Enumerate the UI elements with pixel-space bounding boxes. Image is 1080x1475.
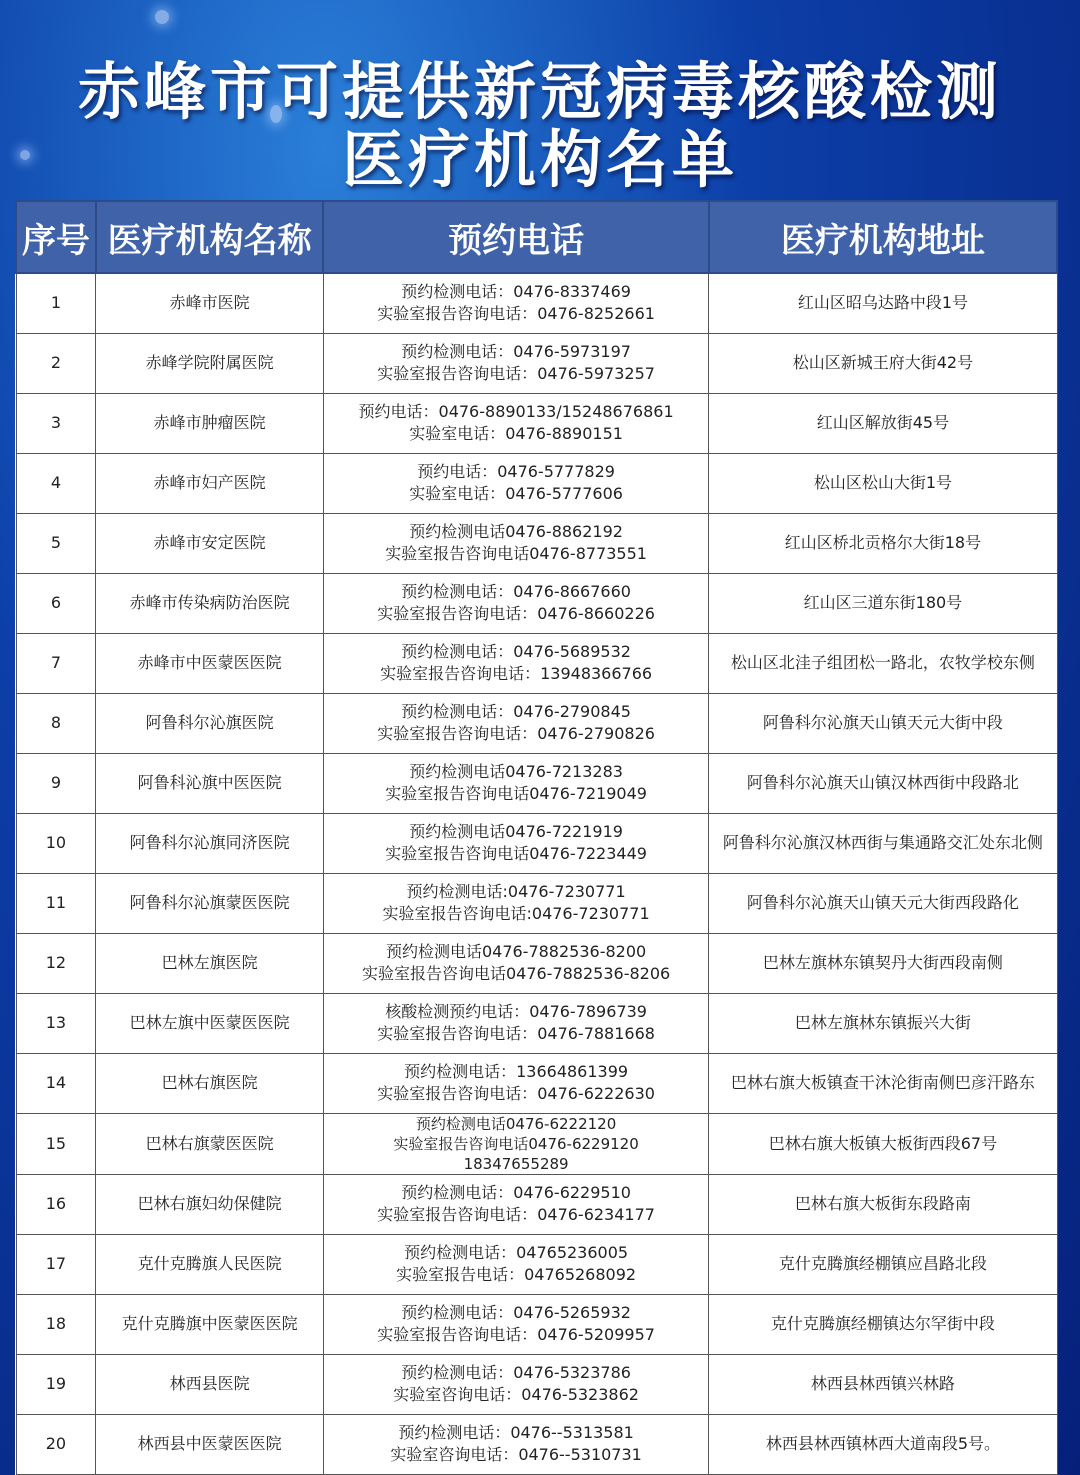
phone-cell bbox=[323, 753, 708, 813]
institution-name: 赤峰市肿瘤医院 bbox=[96, 393, 323, 453]
institution-name: 克什克腾旗中医蒙医医院 bbox=[96, 1294, 323, 1354]
institution-name: 赤峰学院附属医院 bbox=[96, 333, 323, 393]
phone-line: 预约检测电话0476-6222120 bbox=[415, 1114, 617, 1133]
institution-name: 巴林右旗医院 bbox=[96, 1053, 323, 1113]
row-number: 13 bbox=[16, 993, 96, 1053]
table-row bbox=[16, 933, 1057, 993]
institution-name: 巴林右旗妇幼保健院 bbox=[96, 1174, 323, 1234]
phone-line: 实验室电话：0476-8890151 bbox=[409, 424, 623, 443]
row-number: 12 bbox=[16, 933, 96, 993]
phone-line: 预约检测电话:0476-7230771 bbox=[406, 882, 626, 901]
institution-address: 林西县林西镇林西大道南段5号。 bbox=[709, 1414, 1057, 1474]
phone-cell bbox=[323, 873, 708, 933]
header-no: 序号 bbox=[16, 201, 96, 273]
table-row bbox=[16, 513, 1057, 573]
institution-address: 阿鲁科尔沁旗天山镇汉林西街中段路北 bbox=[709, 753, 1057, 813]
table-header-row bbox=[16, 201, 1057, 273]
table-row bbox=[16, 753, 1057, 813]
phone-line: 实验室报告咨询电话0476-6229120 bbox=[393, 1134, 639, 1153]
phone-cell bbox=[323, 933, 708, 993]
row-number: 7 bbox=[16, 633, 96, 693]
phone-cell bbox=[323, 573, 708, 633]
phone-line: 18347655289 bbox=[463, 1154, 569, 1173]
institution-address: 红山区昭乌达路中段1号 bbox=[709, 273, 1057, 333]
table-row bbox=[16, 1053, 1057, 1113]
phone-line: 预约检测电话：0476-2790845 bbox=[401, 702, 631, 721]
phone-cell bbox=[323, 393, 708, 453]
phone-line: 实验室报告咨询电话：0476-6222630 bbox=[377, 1084, 655, 1103]
star-decoration bbox=[155, 10, 169, 24]
row-number: 16 bbox=[16, 1174, 96, 1234]
phone-line: 实验室电话：0476-5777606 bbox=[409, 484, 623, 503]
header-address: 医疗机构地址 bbox=[709, 201, 1057, 273]
table-row bbox=[16, 813, 1057, 873]
phone-cell bbox=[323, 1294, 708, 1354]
institution-name: 赤峰市中医蒙医医院 bbox=[96, 633, 323, 693]
phone-line: 预约电话：0476-5777829 bbox=[417, 462, 615, 481]
row-number: 17 bbox=[16, 1234, 96, 1294]
institution-address: 巴林左旗林东镇契丹大街西段南侧 bbox=[709, 933, 1057, 993]
institution-name: 赤峰市医院 bbox=[96, 273, 323, 333]
phone-cell bbox=[323, 813, 708, 873]
phone-line: 实验室报告咨询电话0476-8773551 bbox=[385, 544, 647, 563]
row-number: 3 bbox=[16, 393, 96, 453]
institution-name: 赤峰市安定医院 bbox=[96, 513, 323, 573]
table-row bbox=[16, 453, 1057, 513]
institution-address: 松山区新城王府大街42号 bbox=[709, 333, 1057, 393]
phone-cell bbox=[323, 1113, 708, 1174]
table-row bbox=[16, 273, 1057, 333]
row-number: 14 bbox=[16, 1053, 96, 1113]
phone-line: 实验室咨询电话：0476--5310731 bbox=[390, 1445, 642, 1464]
institution-table bbox=[15, 200, 1058, 1475]
row-number: 19 bbox=[16, 1354, 96, 1414]
phone-line: 预约检测电话：13664861399 bbox=[404, 1062, 629, 1081]
institution-name: 阿鲁科尔沁旗医院 bbox=[96, 693, 323, 753]
phone-line: 实验室咨询电话：0476-5323862 bbox=[393, 1385, 639, 1404]
phone-line: 预约检测电话：0476--5313581 bbox=[398, 1423, 634, 1442]
table-row bbox=[16, 633, 1057, 693]
table-row bbox=[16, 873, 1057, 933]
institution-name: 阿鲁科尔沁旗同济医院 bbox=[96, 813, 323, 873]
table-row bbox=[16, 1174, 1057, 1234]
phone-cell bbox=[323, 1174, 708, 1234]
phone-line: 核酸检测预约电话：0476-7896739 bbox=[385, 1002, 647, 1021]
table-row bbox=[16, 393, 1057, 453]
phone-line: 实验室报告电话：04765268092 bbox=[396, 1265, 637, 1284]
institution-address: 松山区北洼子组团松一路北，农牧学校东侧 bbox=[709, 633, 1057, 693]
institution-address: 巴林右旗大板街东段路南 bbox=[709, 1174, 1057, 1234]
phone-line: 实验室报告咨询电话：0476-6234177 bbox=[377, 1205, 655, 1224]
row-number: 8 bbox=[16, 693, 96, 753]
institution-name: 巴林左旗中医蒙医医院 bbox=[96, 993, 323, 1053]
page-title-line2: 医疗机构名单 bbox=[341, 123, 738, 196]
row-number: 18 bbox=[16, 1294, 96, 1354]
phone-line: 预约电话：0476-8890133/15248676861 bbox=[358, 402, 674, 421]
phone-line: 预约检测电话0476-7213283 bbox=[409, 762, 623, 781]
institution-address: 克什克腾旗经棚镇达尔罕街中段 bbox=[709, 1294, 1057, 1354]
header-name: 医疗机构名称 bbox=[96, 201, 323, 273]
phone-cell bbox=[323, 633, 708, 693]
institution-address: 阿鲁科尔沁旗汉林西街与集通路交汇处东北侧 bbox=[709, 813, 1057, 873]
institution-name: 林西县医院 bbox=[96, 1354, 323, 1414]
phone-line: 预约检测电话：0476-5973197 bbox=[401, 342, 631, 361]
phone-cell bbox=[323, 993, 708, 1053]
institution-address: 松山区松山大街1号 bbox=[709, 453, 1057, 513]
institution-address: 红山区解放街45号 bbox=[709, 393, 1057, 453]
phone-cell bbox=[323, 513, 708, 573]
phone-line: 实验室报告咨询电话：0476-5209957 bbox=[377, 1325, 655, 1344]
row-number: 1 bbox=[16, 273, 96, 333]
phone-line: 实验室报告咨询电话：13948366766 bbox=[380, 664, 653, 683]
page-title-line1: 赤峰市可提供新冠病毒核酸检测 bbox=[77, 55, 1002, 128]
institution-name: 巴林右旗蒙医医院 bbox=[96, 1113, 323, 1174]
row-number: 2 bbox=[16, 333, 96, 393]
phone-line: 预约检测电话0476-7221919 bbox=[409, 822, 623, 841]
institution-name: 林西县中医蒙医医院 bbox=[96, 1414, 323, 1474]
institution-address: 巴林右旗大板镇大板街西段67号 bbox=[709, 1113, 1057, 1174]
institution-address: 阿鲁科尔沁旗天山镇天元大街西段路化 bbox=[709, 873, 1057, 933]
phone-cell bbox=[323, 333, 708, 393]
institution-name: 巴林左旗医院 bbox=[96, 933, 323, 993]
row-number: 15 bbox=[16, 1113, 96, 1174]
row-number: 5 bbox=[16, 513, 96, 573]
phone-cell bbox=[323, 1414, 708, 1474]
phone-line: 预约检测电话：0476-8667660 bbox=[401, 582, 631, 601]
institution-name: 赤峰市妇产医院 bbox=[96, 453, 323, 513]
phone-line: 实验室报告咨询电话：0476-8660226 bbox=[377, 604, 655, 623]
phone-cell bbox=[323, 1354, 708, 1414]
institution-address: 红山区桥北贡格尔大街18号 bbox=[709, 513, 1057, 573]
table-row bbox=[16, 1294, 1057, 1354]
row-number: 11 bbox=[16, 873, 96, 933]
header-phone: 预约电话 bbox=[323, 201, 708, 273]
phone-line: 预约检测电话0476-8862192 bbox=[409, 522, 623, 541]
row-number: 20 bbox=[16, 1414, 96, 1474]
phone-line: 预约检测电话：0476-5265932 bbox=[401, 1303, 631, 1322]
institution-name: 阿鲁科尔沁旗蒙医医院 bbox=[96, 873, 323, 933]
phone-line: 实验室报告咨询电话：0476-2790826 bbox=[377, 724, 655, 743]
row-number: 6 bbox=[16, 573, 96, 633]
row-number: 10 bbox=[16, 813, 96, 873]
table-row bbox=[16, 693, 1057, 753]
phone-line: 实验室报告咨询电话0476-7219049 bbox=[385, 784, 647, 803]
institution-name: 赤峰市传染病防治医院 bbox=[96, 573, 323, 633]
institution-name: 克什克腾旗人民医院 bbox=[96, 1234, 323, 1294]
table-row bbox=[16, 1113, 1057, 1174]
phone-line: 预约检测电话：0476-5689532 bbox=[401, 642, 631, 661]
table-row bbox=[16, 1414, 1057, 1474]
phone-line: 实验室报告咨询电话0476-7882536-8206 bbox=[361, 964, 671, 983]
phone-cell bbox=[323, 1234, 708, 1294]
phone-line: 实验室报告咨询电话0476-7223449 bbox=[385, 844, 647, 863]
institution-address: 林西县林西镇兴林路 bbox=[709, 1354, 1057, 1414]
phone-line: 预约检测电话：0476-8337469 bbox=[401, 282, 631, 302]
institution-name: 阿鲁科沁旗中医医院 bbox=[96, 753, 323, 813]
table-row bbox=[16, 993, 1057, 1053]
phone-line: 预约检测电话：04765236005 bbox=[404, 1243, 629, 1262]
phone-cell bbox=[323, 453, 708, 513]
phone-line: 实验室报告咨询电话：0476-8252661 bbox=[377, 304, 655, 324]
phone-cell bbox=[323, 1053, 708, 1113]
phone-line: 实验室报告咨询电话：0476-7881668 bbox=[377, 1024, 655, 1043]
table-row bbox=[16, 573, 1057, 633]
institution-address: 巴林左旗林东镇振兴大街 bbox=[709, 993, 1057, 1053]
phone-cell bbox=[323, 693, 708, 753]
phone-line: 预约检测电话0476-7882536-8200 bbox=[385, 942, 647, 961]
institution-address: 阿鲁科尔沁旗天山镇天元大街中段 bbox=[709, 693, 1057, 753]
table-row bbox=[16, 333, 1057, 393]
phone-line: 实验室报告咨询电话：0476-5973257 bbox=[377, 364, 655, 383]
row-number: 9 bbox=[16, 753, 96, 813]
table-row bbox=[16, 1354, 1057, 1414]
phone-line: 实验室报告咨询电话:0476-7230771 bbox=[382, 904, 650, 923]
institution-address: 克什克腾旗经棚镇应昌路北段 bbox=[709, 1234, 1057, 1294]
phone-line: 预约检测电话：0476-6229510 bbox=[401, 1183, 631, 1202]
institution-address: 巴林右旗大板镇查干沐沦街南侧巴彦汗路东 bbox=[709, 1053, 1057, 1113]
institution-address: 红山区三道东街180号 bbox=[709, 573, 1057, 633]
table-row bbox=[16, 1234, 1057, 1294]
phone-line: 预约检测电话：0476-5323786 bbox=[401, 1363, 631, 1382]
phone-cell bbox=[323, 273, 708, 333]
row-number: 4 bbox=[16, 453, 96, 513]
